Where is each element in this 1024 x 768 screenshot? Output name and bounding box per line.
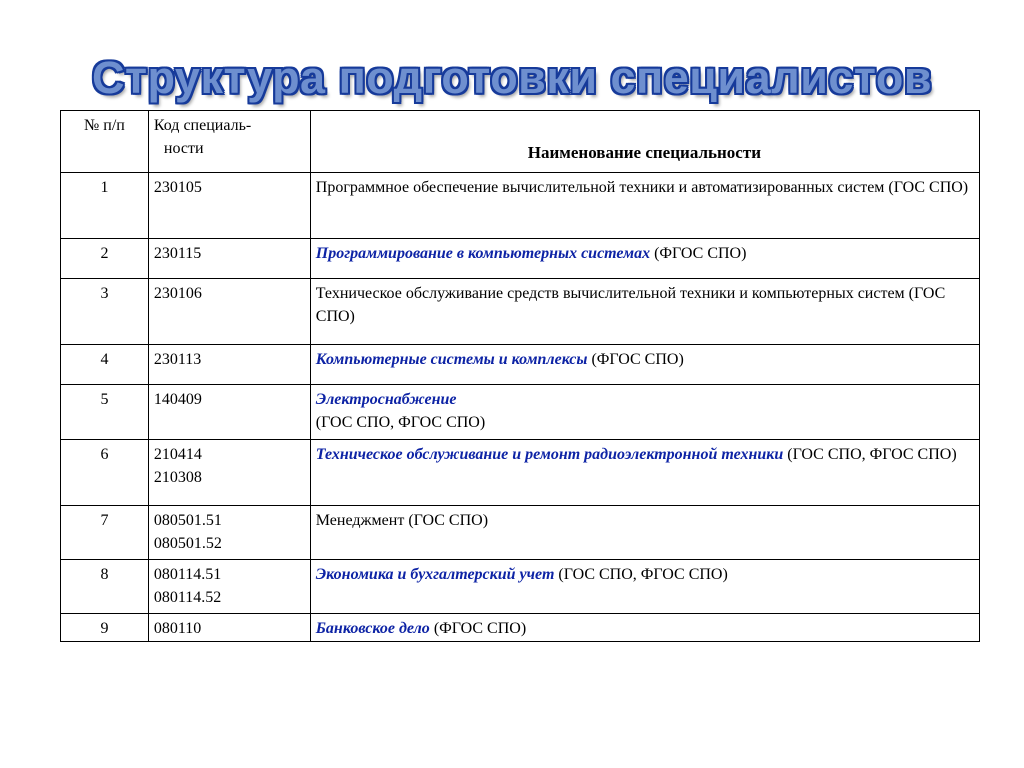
row-number: 1	[61, 173, 149, 239]
name-text: (ФГОС СПО)	[587, 351, 684, 368]
name-highlight: Программирование в компьютерных системах	[315, 245, 651, 262]
name-text: Техническое обслуживание средств вычислительной техники и компьютерных систем (ГОС СПО)	[315, 285, 946, 325]
column-header-code-line1: Код специаль-	[153, 117, 252, 134]
table-row	[61, 614, 980, 642]
row-code	[148, 345, 310, 385]
table-row	[61, 279, 980, 345]
row-name	[310, 385, 979, 440]
column-header-code	[148, 111, 310, 173]
name-text: (ФГОС СПО)	[429, 620, 527, 637]
code-value: 080114.52	[153, 589, 222, 606]
page-title: Структура подготовки специалистов	[92, 52, 932, 103]
row-name	[310, 239, 979, 279]
row-name	[310, 560, 979, 614]
name-text: (ГОС СПО, ФГОС СПО)	[783, 446, 957, 463]
row-number: 8	[61, 560, 149, 614]
code-value: 230113	[153, 351, 202, 368]
column-header-number: № п/п	[61, 111, 149, 173]
table-row	[61, 440, 980, 506]
code-value: 080501.52	[153, 535, 222, 552]
row-name	[310, 173, 979, 239]
column-header-code-line2: ности	[163, 140, 204, 157]
row-code	[148, 614, 310, 642]
table-row	[61, 345, 980, 385]
name-highlight: Банковское дело	[315, 620, 430, 637]
row-number: 3	[61, 279, 149, 345]
row-code	[148, 385, 310, 440]
code-value: 210414	[153, 446, 202, 463]
code-value: 140409	[153, 391, 202, 408]
row-code	[148, 506, 310, 560]
row-number: 9	[61, 614, 149, 642]
name-text: (ГОС СПО, ФГОС СПО)	[554, 566, 728, 583]
table-header-row	[61, 111, 980, 173]
table-row	[61, 560, 980, 614]
table-row	[61, 173, 980, 239]
name-highlight: Электроснабжение	[315, 391, 457, 408]
table-row	[61, 385, 980, 440]
code-value: 080110	[153, 620, 202, 637]
code-value: 230106	[153, 285, 202, 302]
row-number: 4	[61, 345, 149, 385]
name-highlight: Компьютерные системы и комплексы	[315, 351, 588, 368]
code-value: 230115	[153, 245, 202, 262]
row-number: 5	[61, 385, 149, 440]
row-name	[310, 345, 979, 385]
code-value: 080501.51	[153, 512, 222, 529]
name-text: Менеджмент (ГОС СПО)	[315, 512, 489, 529]
specialties-table	[60, 110, 980, 642]
row-name	[310, 614, 979, 642]
row-code	[148, 239, 310, 279]
row-code	[148, 279, 310, 345]
row-code	[148, 173, 310, 239]
row-code	[148, 560, 310, 614]
row-number: 2	[61, 239, 149, 279]
row-name	[310, 279, 979, 345]
row-code	[148, 440, 310, 506]
name-text: Программное обеспечение вычислительной техники и автоматизированных систем (ГОС СПО)	[315, 179, 969, 196]
code-value: 210308	[153, 469, 202, 486]
name-highlight: Техническое обслуживание и ремонт радиоэлектронной техники	[315, 446, 784, 463]
table-row	[61, 506, 980, 560]
code-value: 080114.51	[153, 566, 222, 583]
name-highlight: Экономика и бухгалтерский учет	[315, 566, 555, 583]
table-row	[61, 239, 980, 279]
row-name	[310, 440, 979, 506]
name-text: (ФГОС СПО)	[650, 245, 747, 262]
row-number: 7	[61, 506, 149, 560]
row-number: 6	[61, 440, 149, 506]
name-text: (ГОС СПО, ФГОС СПО)	[315, 414, 486, 431]
row-name	[310, 506, 979, 560]
column-header-name: Наименование специальности	[310, 111, 979, 173]
code-value: 230105	[153, 179, 202, 196]
